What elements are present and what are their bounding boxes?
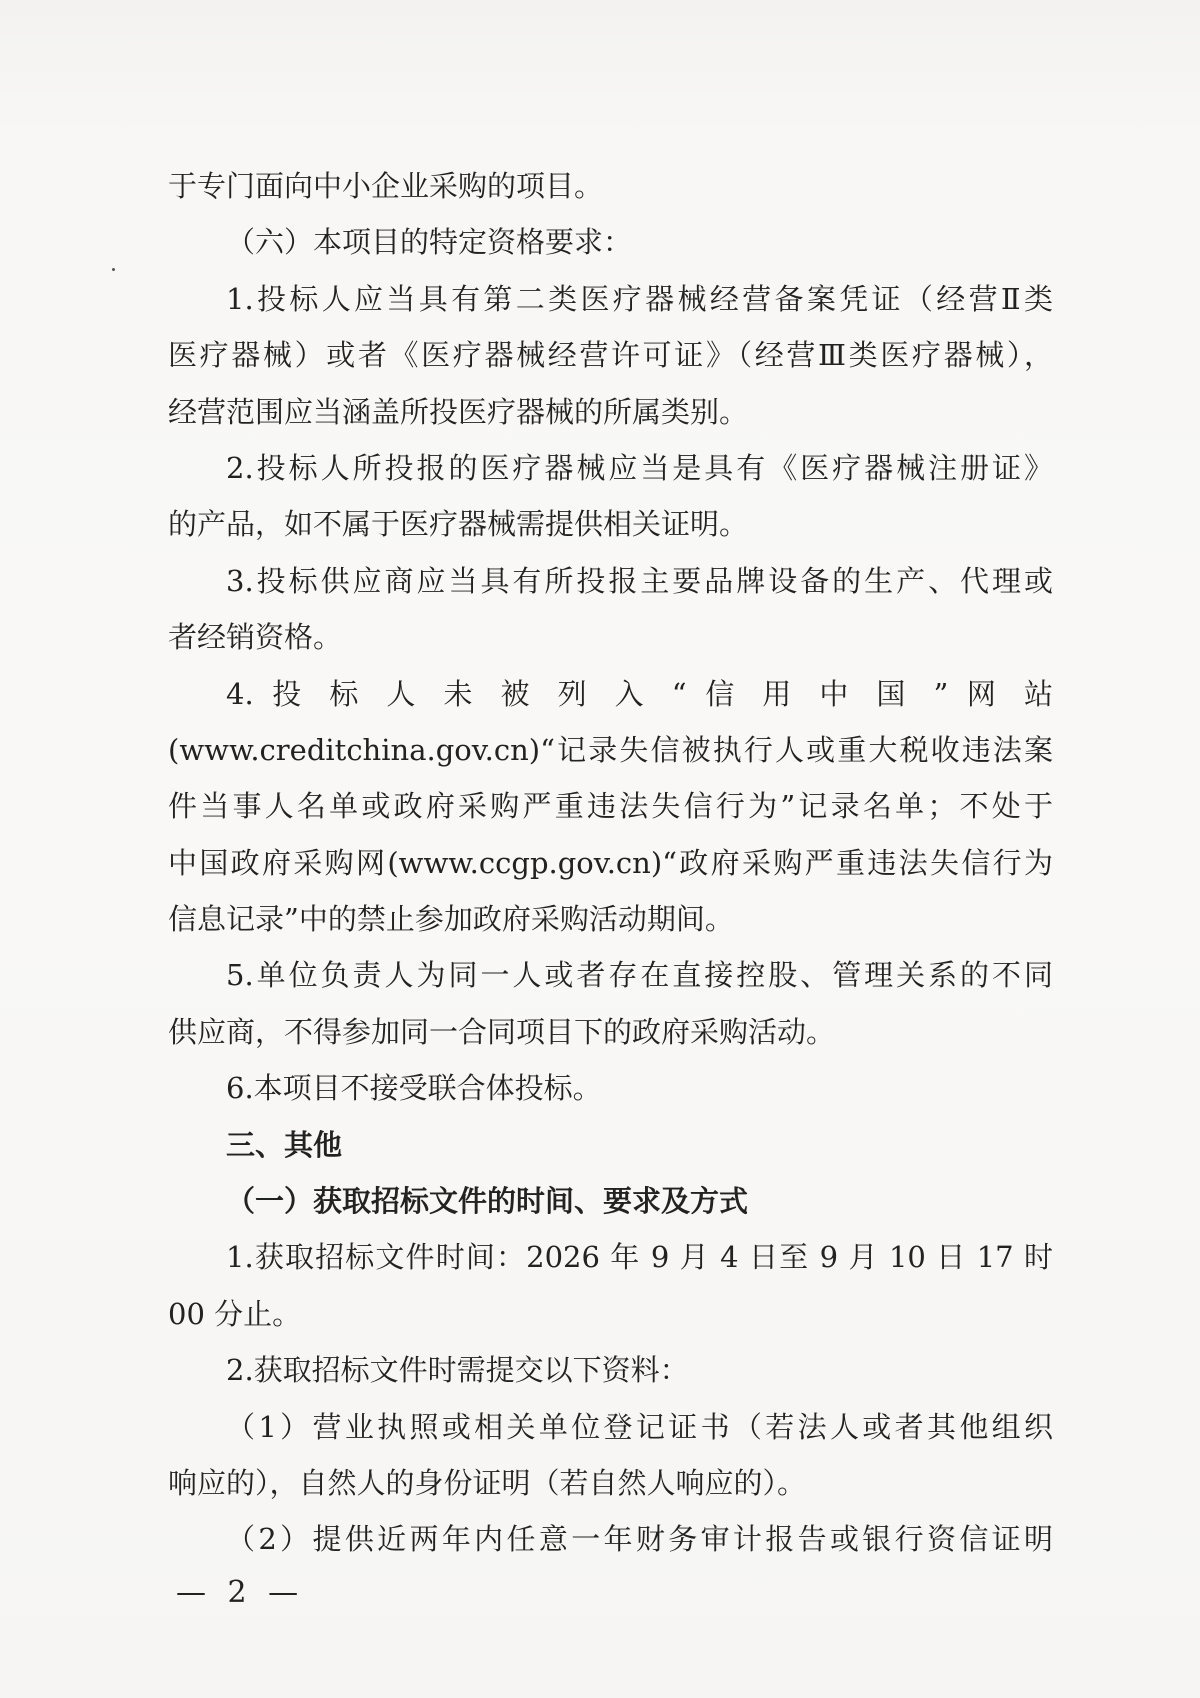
body-line: 1.获取招标文件时间：2026 年 9 月 4 日至 9 月 10 日 17 时 (226, 1240, 1053, 1275)
body-line: 信息记录”中的禁止参加政府采购活动期间。 (168, 902, 734, 937)
body-line: 响应的），自然人的身份证明（若自然人响应的）。 (168, 1465, 807, 1500)
subsection-heading: （六）本项目的特定资格要求： (226, 225, 633, 260)
subsection-heading: （一）获取招标文件的时间、要求及方式 (226, 1184, 749, 1219)
scan-speck (112, 268, 115, 271)
body-line: 6.本项目不接受联合体投标。 (226, 1071, 602, 1106)
body-line: 00 分止。 (168, 1296, 302, 1331)
body-line: 5.单位负责人为同一人或者存在直接控股、管理关系的不同 (226, 958, 1053, 993)
body-line: （1）营业执照或相关单位登记证书（若法人或者其他组织 (226, 1409, 1053, 1444)
body-line: 供应商，不得参加同一合同项目下的政府采购活动。 (168, 1014, 836, 1049)
body-line: 于专门面向中小企业采购的项目。 (168, 169, 604, 203)
body-line: 1.投标人应当具有第二类医疗器械经营备案凭证（经营Ⅱ类 (226, 281, 1053, 316)
body-line: 经营范围应当涵盖所投医疗器械的所属类别。 (168, 394, 749, 429)
body-line: 者经销资格。 (168, 620, 343, 655)
body-line: 的产品，如不属于医疗器械需提供相关证明。 (168, 507, 749, 542)
body-line: 医疗器械）或者《医疗器械经营许可证》（经营Ⅲ类医疗器械）， (168, 338, 1053, 373)
body-line: 4. 投 标 人 未 被 列 入 “ 信 用 中 国 ” 网 站 (226, 676, 1053, 711)
body-line: 3.投标供应商应当具有所投报主要品牌设备的生产、代理或 (226, 563, 1053, 598)
body-line: 2.获取招标文件时需提交以下资料： (226, 1353, 689, 1388)
body-line: （2）提供近两年内任意一年财务审计报告或银行资信证明 (226, 1522, 1053, 1557)
page-number: — 2 — (176, 1575, 305, 1610)
section-heading: 三、其他 (226, 1127, 343, 1162)
body-line: 件当事人名单或政府采购严重违法失信行为”记录名单；不处于 (168, 789, 1053, 824)
body-line: 2.投标人所投报的医疗器械应当是具有《医疗器械注册证》 (226, 450, 1053, 485)
body-line: (www.creditchina.gov.cn)“记录失信被执行人或重大税收违法案 (168, 732, 1053, 767)
document-body (168, 158, 1053, 1568)
body-line: 中国政府采购网(www.ccgp.gov.cn)“政府采购严重违法失信行为 (168, 845, 1053, 880)
